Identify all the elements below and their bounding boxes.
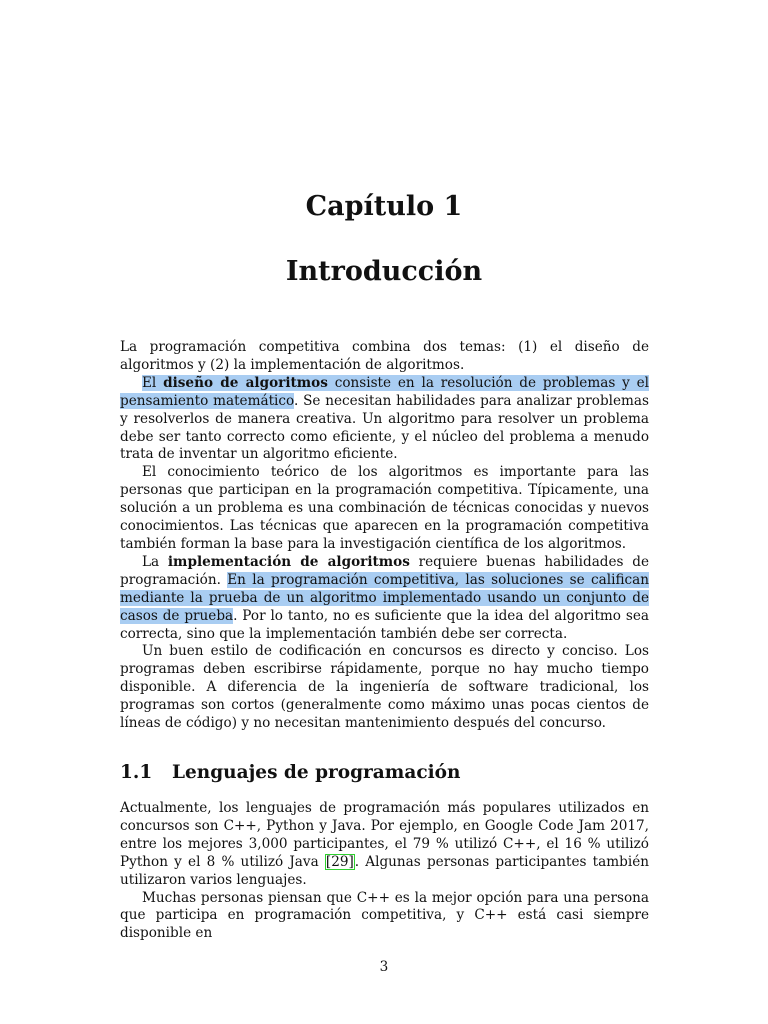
chapter-number: Capítulo 1 — [305, 191, 463, 222]
text-highlight[interactable]: El diseño de algoritmos consiste en la resolución de problemas y el pensamiento matemático — [120, 374, 650, 409]
bold-term: implementación de algoritmos — [167, 553, 410, 570]
text-highlight[interactable]: En la programación competitiva, las soluciones se califican mediante la prueba de un algoritmo implementado usando un conjunto de casos de prueba — [120, 571, 649, 624]
section-paragraph-1: Actualmente, los lenguajes de programación más populares utilizados en concursos son C++, Python y Java. Por ejemplo, en Google Code Jam 2017, entre los mejores 3,000 participantes, el 79 % utilizó C++, el 16 % utilizó Python y el 8 % utilizó Java [29]. Algunas personas participantes también utilizaron varios lenguajes. — [120, 800, 649, 888]
intro-paragraph-2: El diseño de algoritmos consiste en la resolución de problemas y el pensamiento matemático. Se necesitan habilidades para analizar problemas y resolverlos de manera creativa. Un algoritmo para resolver un problema debe ser tanto correcto como eficiente, y el núcleo del problema a menudo trata de inventar un algoritmo eficiente. — [120, 374, 650, 463]
section-paragraph-2: Muchas personas piensan que C++ es la mejor opción para una persona que participa en programación competitiva, y C++ está casi siempre disponible en — [120, 889, 649, 942]
intro-paragraph-1: La programación competitiva combina dos temas: (1) el diseño de algoritmos y (2) la implementación de algoritmos. — [120, 339, 649, 373]
section-number: 1.1 — [120, 762, 153, 783]
citation-link[interactable]: [29] — [325, 853, 354, 870]
section-body — [120, 800, 649, 943]
intro-paragraph-5: Un buen estilo de codificación en concursos es directo y conciso. Los programas deben escribirse rápidamente, porque no hay mucho tiempo disponible. A diferencia de la ingeniería de software tradicional, los programas son cortos (generalmente como máximo unas pocas cientos de líneas de código) y no necesitan mantenimiento después del concurso. — [120, 643, 649, 732]
intro-paragraph-4: La implementación de algoritmos requiere buenas habilidades de programación. En la programación competitiva, las soluciones se califican mediante la prueba de un algoritmo implementado usando un conjunto de casos de prueba. Por lo tanto, no es suficiente que la idea del algoritmo sea correcta, sino que la implementación también debe ser correcta. — [120, 553, 650, 642]
section-title: Lenguajes de programación — [172, 762, 461, 783]
page-number: 3 — [379, 959, 389, 975]
intro-paragraph-3: El conocimiento teórico de los algoritmos es importante para las personas que participan en la programación competitiva. Típicamente, una solución a un problema es una combinación de técnicas conocidas y nuevos conocimientos. Las técnicas que aparecen en la programación competitiva también forman la base para la investigación científica de los algoritmos. — [120, 464, 649, 552]
section-heading — [120, 758, 649, 788]
chapter-title: Introducción — [285, 256, 483, 287]
chapter-intro — [120, 339, 649, 733]
bold-term: diseño de algoritmos — [163, 374, 328, 391]
